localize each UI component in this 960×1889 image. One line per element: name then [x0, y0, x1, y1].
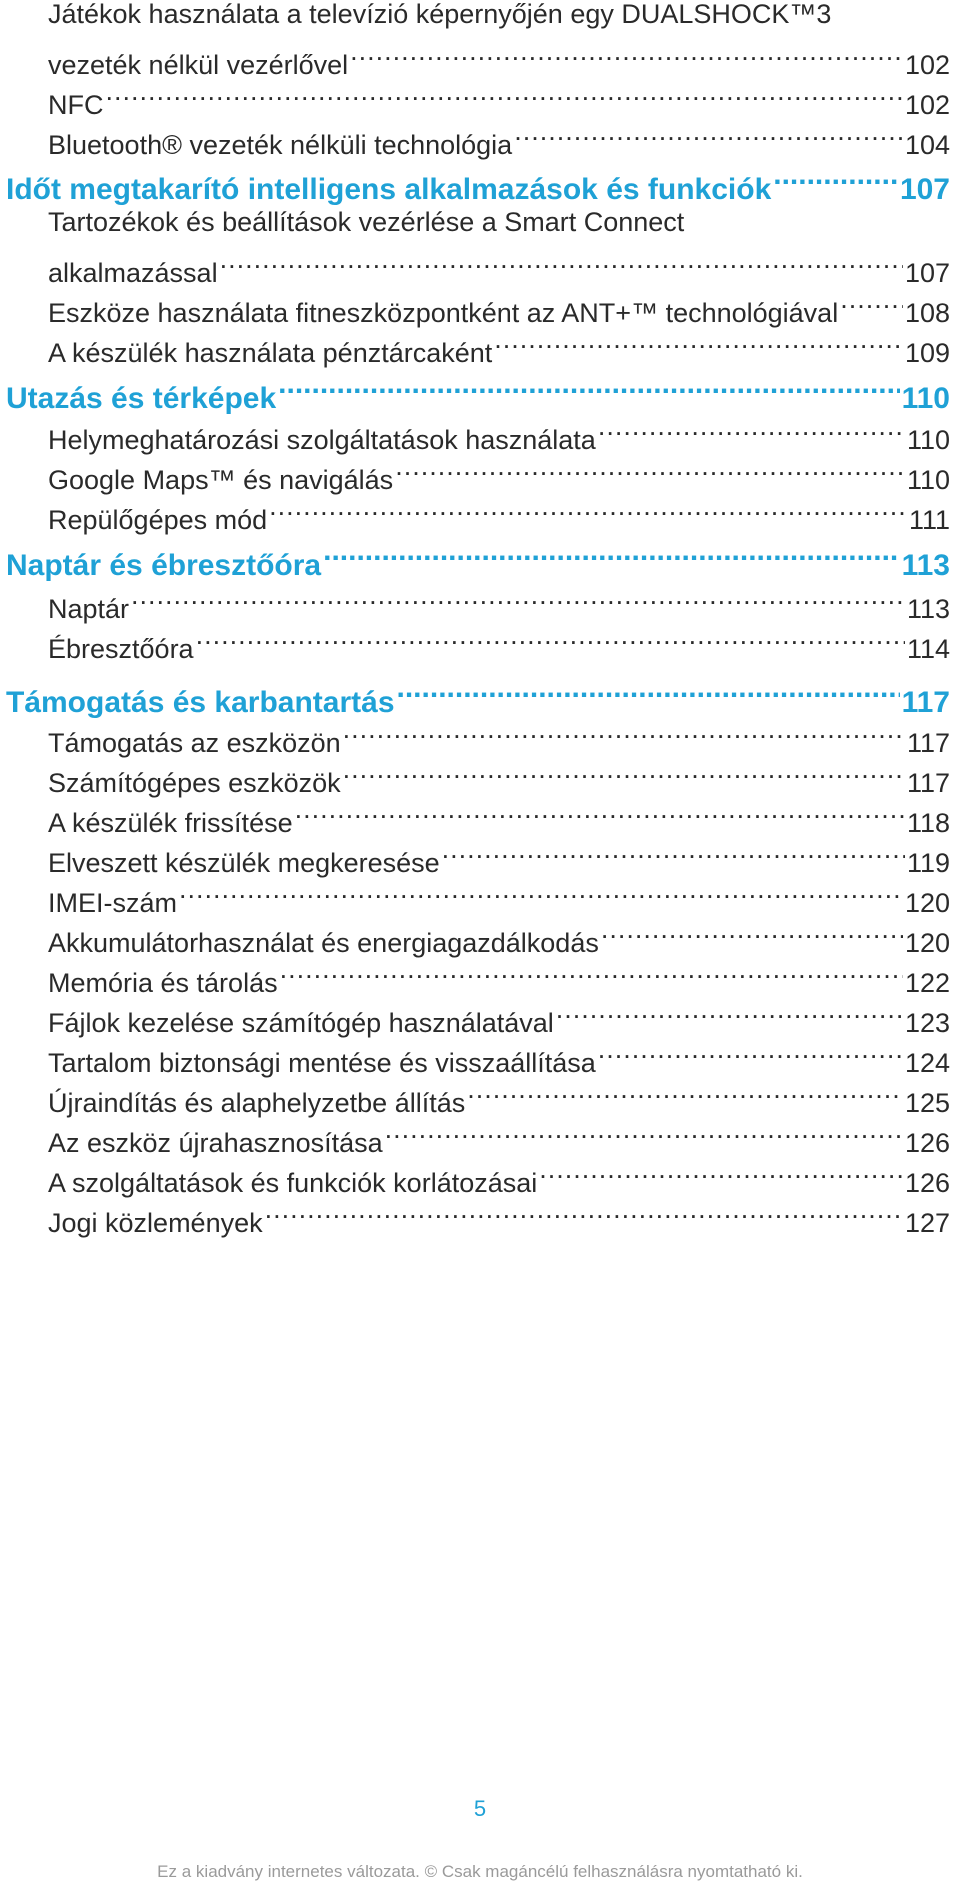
- toc-entry-page: 111: [908, 505, 950, 535]
- section-page: 113: [901, 549, 950, 582]
- toc-entry-page: 117: [906, 728, 950, 758]
- section-title: Naptár és ébresztőóra: [6, 549, 322, 582]
- toc-entry-page: 102: [904, 50, 950, 80]
- toc-entry-page: 108: [904, 298, 950, 328]
- section-page: 110: [901, 382, 950, 415]
- toc-entry-title: A szolgáltatások és funkciók korlátozásai: [48, 1168, 538, 1198]
- toc-entry-page: 117: [906, 768, 950, 798]
- dot-leader: [385, 1112, 903, 1152]
- toc-entry-page: 122: [904, 968, 950, 998]
- dot-leader: [265, 1192, 903, 1232]
- toc-entry-page: 114: [906, 634, 950, 664]
- toc-entry-title: A készülék frissítése: [48, 808, 293, 838]
- toc-entry-title: Ébresztőóra: [48, 634, 194, 664]
- toc-entry-title: Bluetooth® vezeték nélküli technológia: [48, 130, 513, 160]
- section-title: Támogatás és karbantartás: [6, 686, 395, 719]
- toc-entry-page: 110: [906, 425, 950, 455]
- toc-entry-title: IMEI-szám: [48, 888, 178, 918]
- toc-entry-page: 110: [906, 465, 950, 495]
- toc-entry-continuation: Tartozékok és beállítások vezérlése a Smart Connect: [48, 207, 685, 237]
- dot-leader: [106, 74, 903, 114]
- dot-leader: [179, 872, 903, 912]
- toc-entry-page: 125: [904, 1088, 950, 1118]
- dot-leader: [556, 992, 903, 1032]
- toc-entry-page: 119: [906, 848, 950, 878]
- dot-leader: [601, 912, 903, 952]
- dot-leader: [442, 832, 905, 872]
- toc-entry-page: 120: [904, 928, 950, 958]
- toc-entry-title: vezeték nélkül vezérlővel: [48, 50, 349, 80]
- toc-entry-continuation: Játékok használata a televízió képernyőjén egy DUALSHOCK™3: [48, 0, 832, 29]
- toc-entry-page: 124: [904, 1048, 950, 1078]
- toc-entry-title: Elveszett készülék megkeresése: [48, 848, 440, 878]
- toc-entry-page: 126: [904, 1168, 950, 1198]
- toc-entry-title: Helymeghatározási szolgáltatások használata: [48, 425, 596, 455]
- dot-leader: [494, 322, 903, 362]
- footer-notice: Ez a kiadvány internetes változata. © Csak magáncélú felhasználásra nyomtatható ki.: [157, 1862, 803, 1881]
- toc-entry-title: A készülék használata pénztárcaként: [48, 338, 493, 368]
- dot-leader: [395, 449, 905, 489]
- page-number: 5: [473, 1796, 487, 1821]
- dot-leader: [397, 672, 900, 712]
- dot-leader: [539, 1152, 903, 1192]
- toc-entry-page: 123: [904, 1008, 950, 1038]
- toc-entry-title: Számítógépes eszközök: [48, 768, 341, 798]
- toc-entry-page: 107: [904, 258, 950, 288]
- section-title: Időt megtakarító intelligens alkalmazások és funkciók: [6, 173, 772, 206]
- dot-leader: [323, 535, 899, 575]
- toc-entry-title: Akkumulátorhasználat és energiagazdálkodás: [48, 928, 599, 958]
- dot-leader: [220, 242, 903, 282]
- toc-entry-title: Fájlok kezelése számítógép használatával: [48, 1008, 554, 1038]
- dot-leader: [196, 618, 905, 658]
- toc-entry-page: 118: [906, 808, 950, 838]
- dot-leader: [278, 368, 899, 408]
- toc-entry-page: 104: [904, 130, 950, 160]
- toc-entry-title: NFC: [48, 90, 104, 120]
- toc-entry-page: 127: [904, 1208, 950, 1238]
- dot-leader: [343, 752, 905, 792]
- toc-entry-title: Eszköze használata fitneszközpontként az ANT+™ technológiával: [48, 298, 839, 328]
- toc-entry-page: 102: [904, 90, 950, 120]
- section-title: Utazás és térképek: [6, 382, 277, 415]
- toc-entry-title: alkalmazással: [48, 258, 218, 288]
- toc-entry-title: Tartalom biztonsági mentése és visszaállítása: [48, 1048, 596, 1078]
- toc-entry-title: Google Maps™ és navigálás: [48, 465, 394, 495]
- dot-leader: [514, 114, 903, 154]
- toc-entry-title: Memória és tárolás: [48, 968, 278, 998]
- dot-leader: [343, 712, 905, 752]
- toc-entry-page: 120: [904, 888, 950, 918]
- toc-entry-page: 126: [904, 1128, 950, 1158]
- toc-entry-title: Az eszköz újrahasznosítása: [48, 1128, 383, 1158]
- section-page: 117: [901, 686, 950, 719]
- toc-entry-title: Jogi közlemények: [48, 1208, 263, 1238]
- toc-entry-page: 109: [904, 338, 950, 368]
- dot-leader: [280, 952, 903, 992]
- toc-entry-title: Támogatás az eszközön: [48, 728, 341, 758]
- dot-leader: [773, 159, 898, 199]
- dot-leader: [598, 409, 905, 449]
- toc-entry-title: Újraindítás és alaphelyzetbe állítás: [48, 1088, 466, 1118]
- dot-leader: [295, 792, 905, 832]
- dot-leader: [131, 578, 905, 618]
- dot-leader: [350, 34, 903, 74]
- toc-entry-title: Naptár: [48, 594, 130, 624]
- toc-entry-title: Repülőgépes mód: [48, 505, 268, 535]
- toc-entry-page: 113: [906, 594, 950, 624]
- dot-leader: [598, 1032, 903, 1072]
- dot-leader: [467, 1072, 903, 1112]
- section-page: 107: [899, 173, 950, 206]
- dot-leader: [269, 489, 907, 529]
- dot-leader: [840, 282, 903, 322]
